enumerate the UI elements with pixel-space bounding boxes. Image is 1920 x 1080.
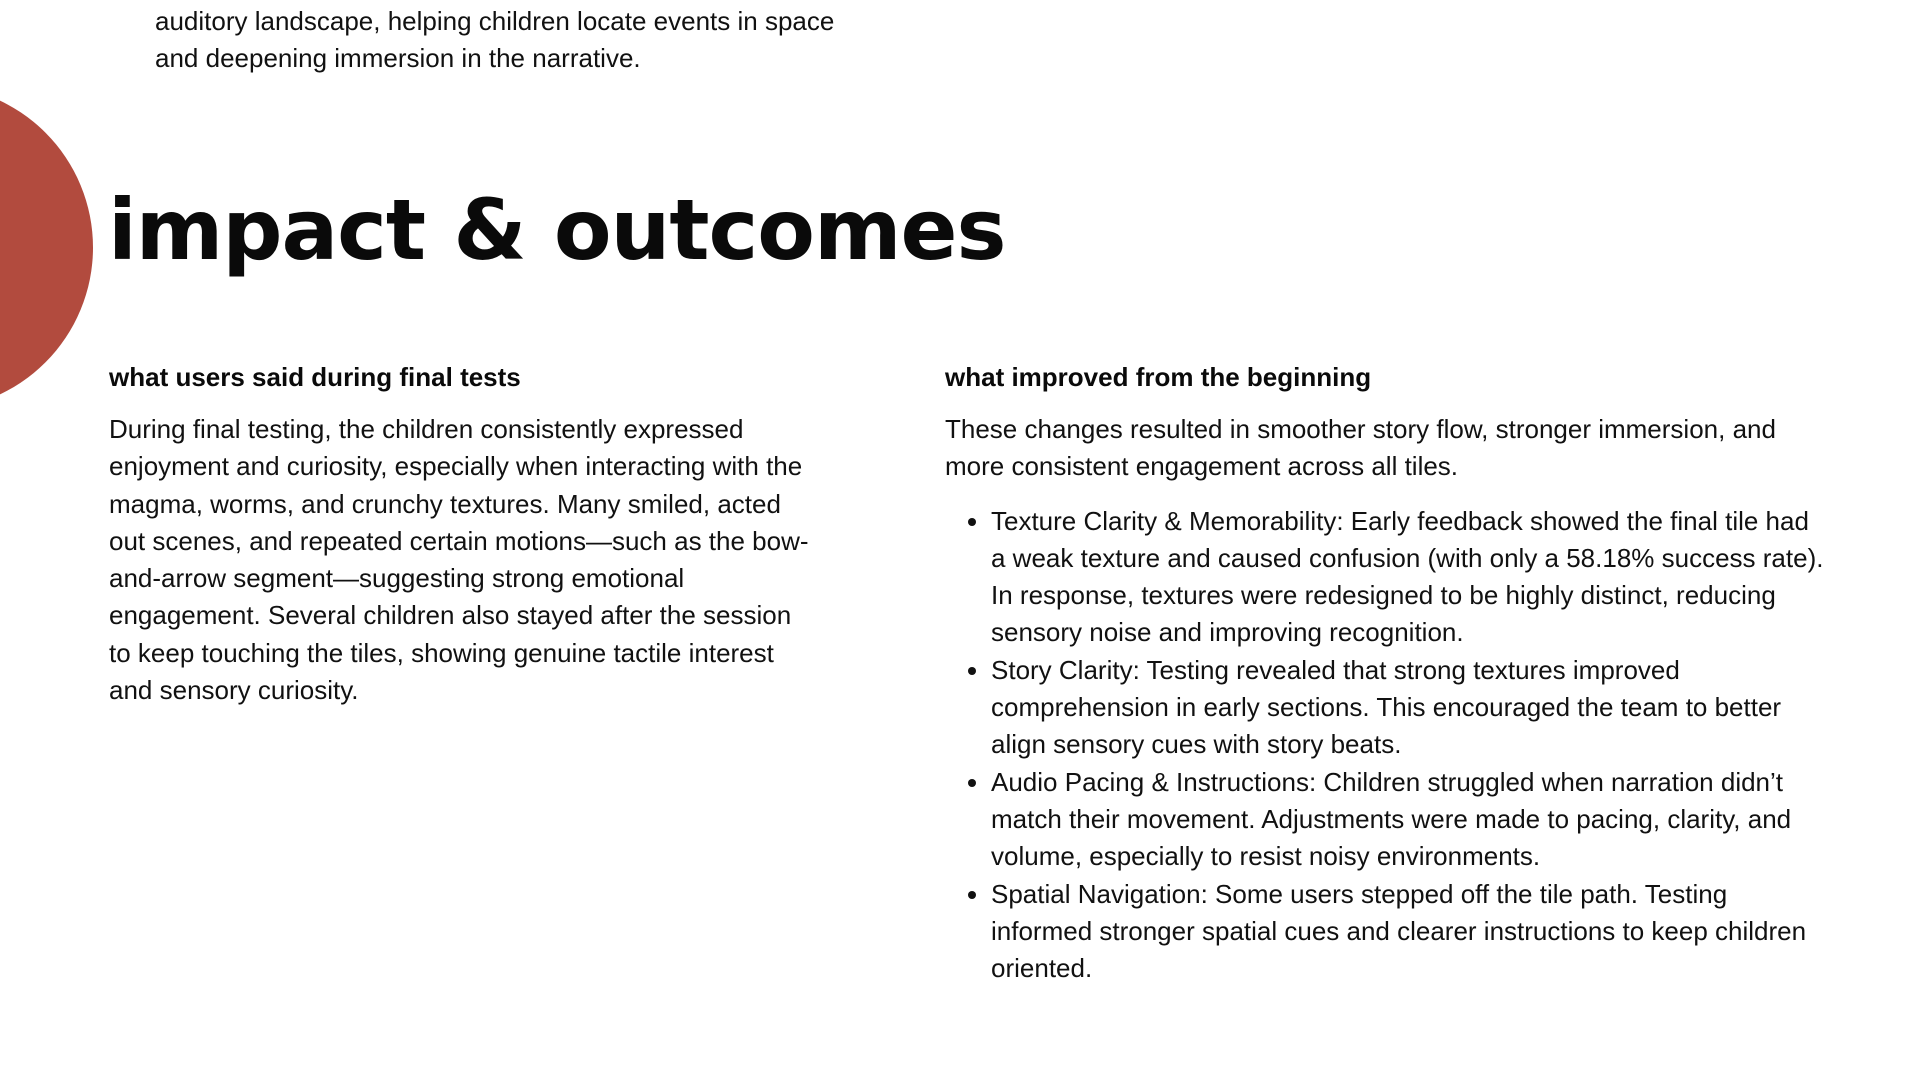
improvements-list xyxy=(945,503,1825,988)
improvements-intro: These changes resulted in smoother story flow, stronger immersion, and more consistent engagement across all tiles. xyxy=(945,414,1776,482)
intro-paragraph: auditory landscape, helping children locate events in space and deepening immersion in the narrative. xyxy=(155,6,835,73)
users-feedback-heading: what users said during final tests xyxy=(109,362,521,392)
list-item: • Spatial Navigation: Some users stepped off the tile path. Testing informed stronger spatial cues and clearer instructions to keep children oriented. xyxy=(991,876,1825,988)
improvements-heading: what improved from the beginning xyxy=(945,362,1372,392)
users-feedback-column xyxy=(109,360,814,709)
users-feedback-body: During final testing, the children consistently expressed enjoyment and curiosity, especially when interacting with the magma, worms, and crunchy textures. Many smiled, acted out scenes, and repeated certain motions—such as the bow-and-arrow segment—suggesting strong emotional engagement. Several children also stayed after the session to keep touching the tiles, showing genuine tactile interest and sensory curiosity. xyxy=(109,414,809,706)
section-title: impact & outcomes xyxy=(108,181,1006,279)
list-item: • Audio Pacing & Instructions: Children struggled when narration didn’t match their movement. Adjustments were made to pacing, clarity, and volume, especially to resist noisy environments. xyxy=(991,764,1825,876)
improvements-column xyxy=(945,360,1825,987)
list-item: • Story Clarity: Testing revealed that strong textures improved comprehension in early sections. This encouraged the team to better align sensory cues with story beats. xyxy=(991,652,1825,764)
list-item: • Texture Clarity & Memorability: Early feedback showed the final tile had a weak texture and caused confusion (with only a 58.18% success rate). In response, textures were redesigned to be highly distinct, reducing sensory noise and improving recognition. xyxy=(991,503,1825,652)
decorative-circle xyxy=(0,85,93,410)
